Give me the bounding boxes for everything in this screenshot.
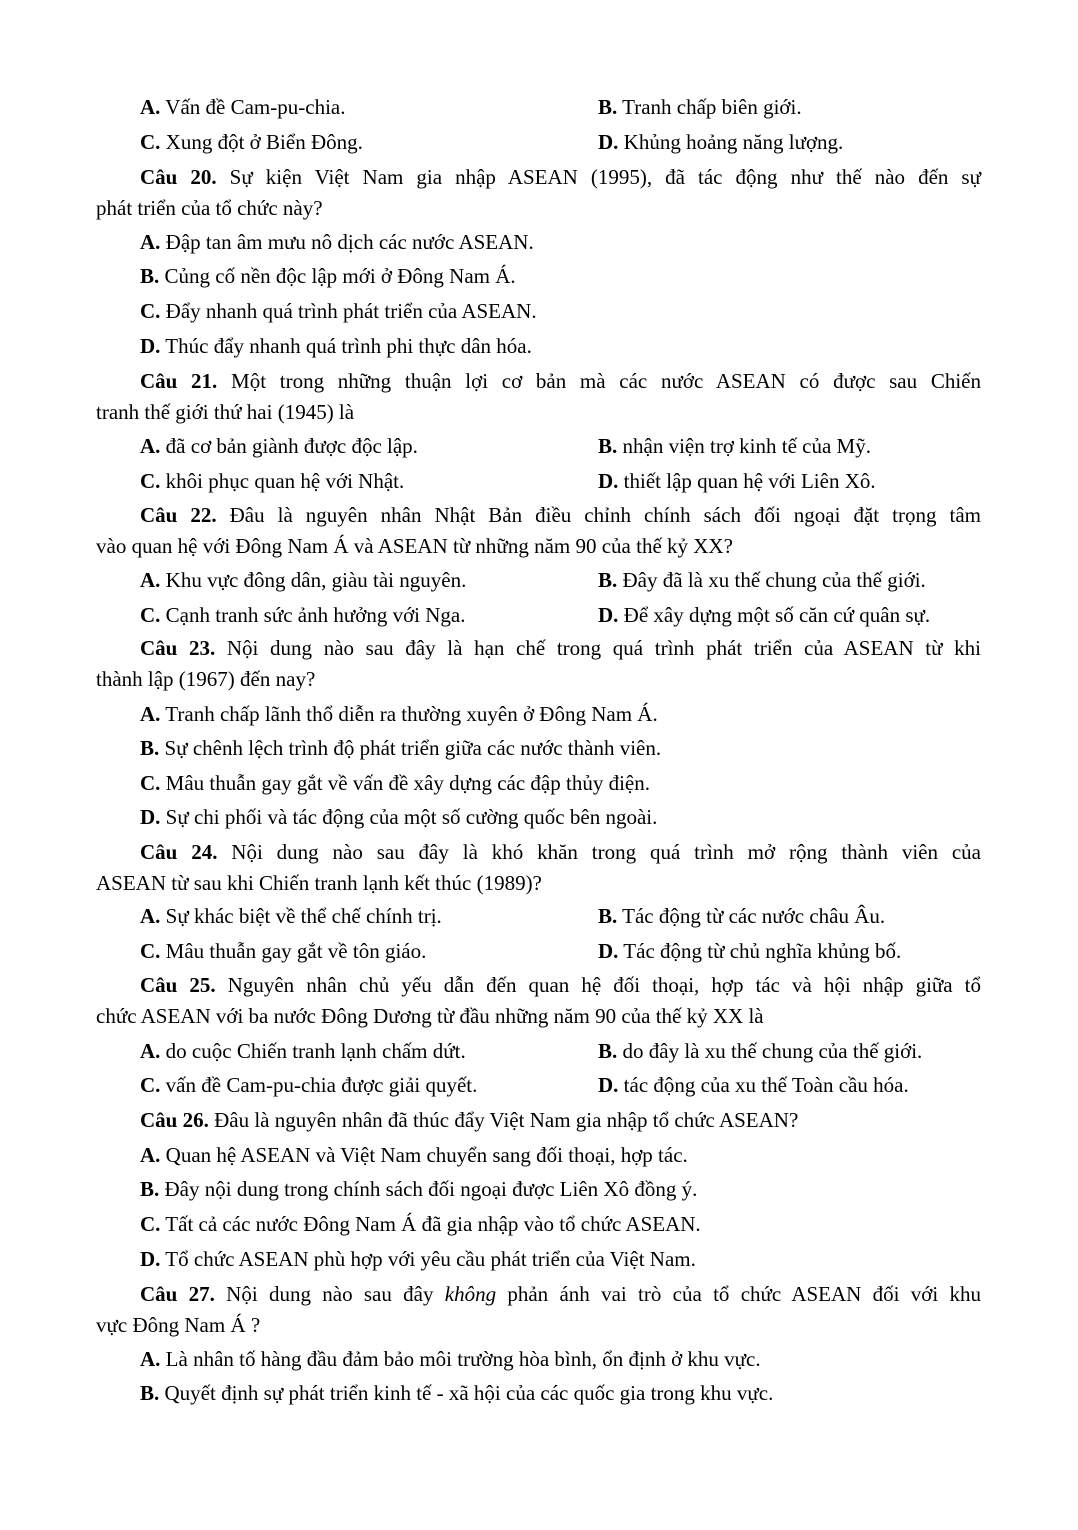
q19-option-a: A. Vấn đề Cam-pu-chia. xyxy=(140,95,346,119)
q27-option-a: A. Là nhân tố hàng đầu đảm bảo môi trường hòa bình, ổn định ở khu vực. xyxy=(140,1347,761,1371)
q26-option-a: A. Quan hệ ASEAN và Việt Nam chuyển sang đối thoại, hợp tác. xyxy=(140,1143,688,1167)
q23-stem: Câu 23. Nội dung nào sau đây là hạn chế trong quá trình phát triển của ASEAN từ khi thành lập (1967) đến nay? xyxy=(96,636,981,691)
q25-option-b: B. do đây là xu thế chung của thế giới. xyxy=(598,1039,923,1063)
q19-option-d: D. Khủng hoảng năng lượng. xyxy=(598,130,844,154)
q20-option-d: D. Thúc đẩy nhanh quá trình phi thực dân hóa. xyxy=(140,334,532,358)
q23-option-b: B. Sự chênh lệch trình độ phát triển giữa các nước thành viên. xyxy=(140,736,662,760)
q21-option-d: D. thiết lập quan hệ với Liên Xô. xyxy=(598,469,876,493)
q24-stem: Câu 24. Nội dung nào sau đây là khó khăn trong quá trình mở rộng thành viên của ASEAN từ sau khi Chiến tranh lạnh kết thúc (1989)? xyxy=(96,840,981,895)
q22-option-c: C. Cạnh tranh sức ảnh hưởng với Nga. xyxy=(140,603,466,627)
q20-option-b: B. Củng cố nền độc lập mới ở Đông Nam Á. xyxy=(140,264,516,288)
q21-option-a: A. đã cơ bản giành được độc lập. xyxy=(140,434,418,458)
q20-option-a: A. Đập tan âm mưu nô dịch các nước ASEAN. xyxy=(140,230,534,254)
q27-stem: Câu 27. Nội dung nào sau đây không phản ánh vai trò của tổ chức ASEAN đối với khu vực Đông Nam Á ? xyxy=(96,1282,981,1337)
q25-option-d: D. tác động của xu thế Toàn cầu hóa. xyxy=(598,1073,909,1097)
q27-option-b: B. Quyết định sự phát triển kinh tế - xã hội của các quốc gia trong khu vực. xyxy=(140,1381,774,1405)
q19-option-b: B. Tranh chấp biên giới. xyxy=(598,95,802,119)
q25-option-c: C. vấn đề Cam-pu-chia được giải quyết. xyxy=(140,1073,478,1097)
q22-option-b: B. Đây đã là xu thế chung của thế giới. xyxy=(598,568,926,592)
q26-stem: Câu 26. Đâu là nguyên nhân đã thúc đẩy Việt Nam gia nhập tổ chức ASEAN? xyxy=(140,1108,799,1132)
q22-stem: Câu 22. Đâu là nguyên nhân Nhật Bản điều chỉnh chính sách đối ngoại đặt trọng tâm vào quan hệ với Đông Nam Á và ASEAN từ những năm 90 của thế kỷ XX? xyxy=(96,503,981,558)
q21-option-c: C. khôi phục quan hệ với Nhật. xyxy=(140,469,405,493)
q22-option-a: A. Khu vực đông dân, giàu tài nguyên. xyxy=(140,568,467,592)
q20-option-c: C. Đẩy nhanh quá trình phát triển của ASEAN. xyxy=(140,299,537,323)
q21-option-b: B. nhận viện trợ kinh tế của Mỹ. xyxy=(598,434,871,458)
q19-option-c: C. Xung đột ở Biển Đông. xyxy=(140,130,363,154)
q22-option-d: D. Để xây dựng một số căn cứ quân sự. xyxy=(598,603,931,627)
q26-option-d: D. Tổ chức ASEAN phù hợp với yêu cầu phát triển của Việt Nam. xyxy=(140,1247,696,1271)
q23-option-d: D. Sự chi phối và tác động của một số cường quốc bên ngoài. xyxy=(140,805,658,829)
q24-option-d: D. Tác động từ chủ nghĩa khủng bố. xyxy=(598,939,902,963)
q23-option-a: A. Tranh chấp lãnh thổ diễn ra thường xuyên ở Đông Nam Á. xyxy=(140,702,658,726)
q25-option-a: A. do cuộc Chiến tranh lạnh chấm dứt. xyxy=(140,1039,466,1063)
q21-stem: Câu 21. Một trong những thuận lợi cơ bản mà các nước ASEAN có được sau Chiến tranh thế giới thứ hai (1945) là xyxy=(96,369,981,424)
q24-option-b: B. Tác động từ các nước châu Âu. xyxy=(598,904,886,928)
q25-stem: Câu 25. Nguyên nhân chủ yếu dẫn đến quan hệ đối thoại, hợp tác và hội nhập giữa tổ chức ASEAN với ba nước Đông Dương từ đầu những năm 90 của thế kỷ XX là xyxy=(96,973,981,1028)
q24-option-c: C. Mâu thuẫn gay gắt về tôn giáo. xyxy=(140,939,427,963)
q26-option-c: C. Tất cả các nước Đông Nam Á đã gia nhập vào tổ chức ASEAN. xyxy=(140,1212,701,1236)
q20-stem: Câu 20. Sự kiện Việt Nam gia nhập ASEAN (1995), đã tác động như thế nào đến sự phát triển của tổ chức này? xyxy=(96,165,981,220)
q24-option-a: A. Sự khác biệt về thể chế chính trị. xyxy=(140,904,442,928)
q23-option-c: C. Mâu thuẫn gay gắt về vấn đề xây dựng các đập thủy điện. xyxy=(140,771,650,795)
q26-option-b: B. Đây nội dung trong chính sách đối ngoại được Liên Xô đồng ý. xyxy=(140,1177,698,1201)
